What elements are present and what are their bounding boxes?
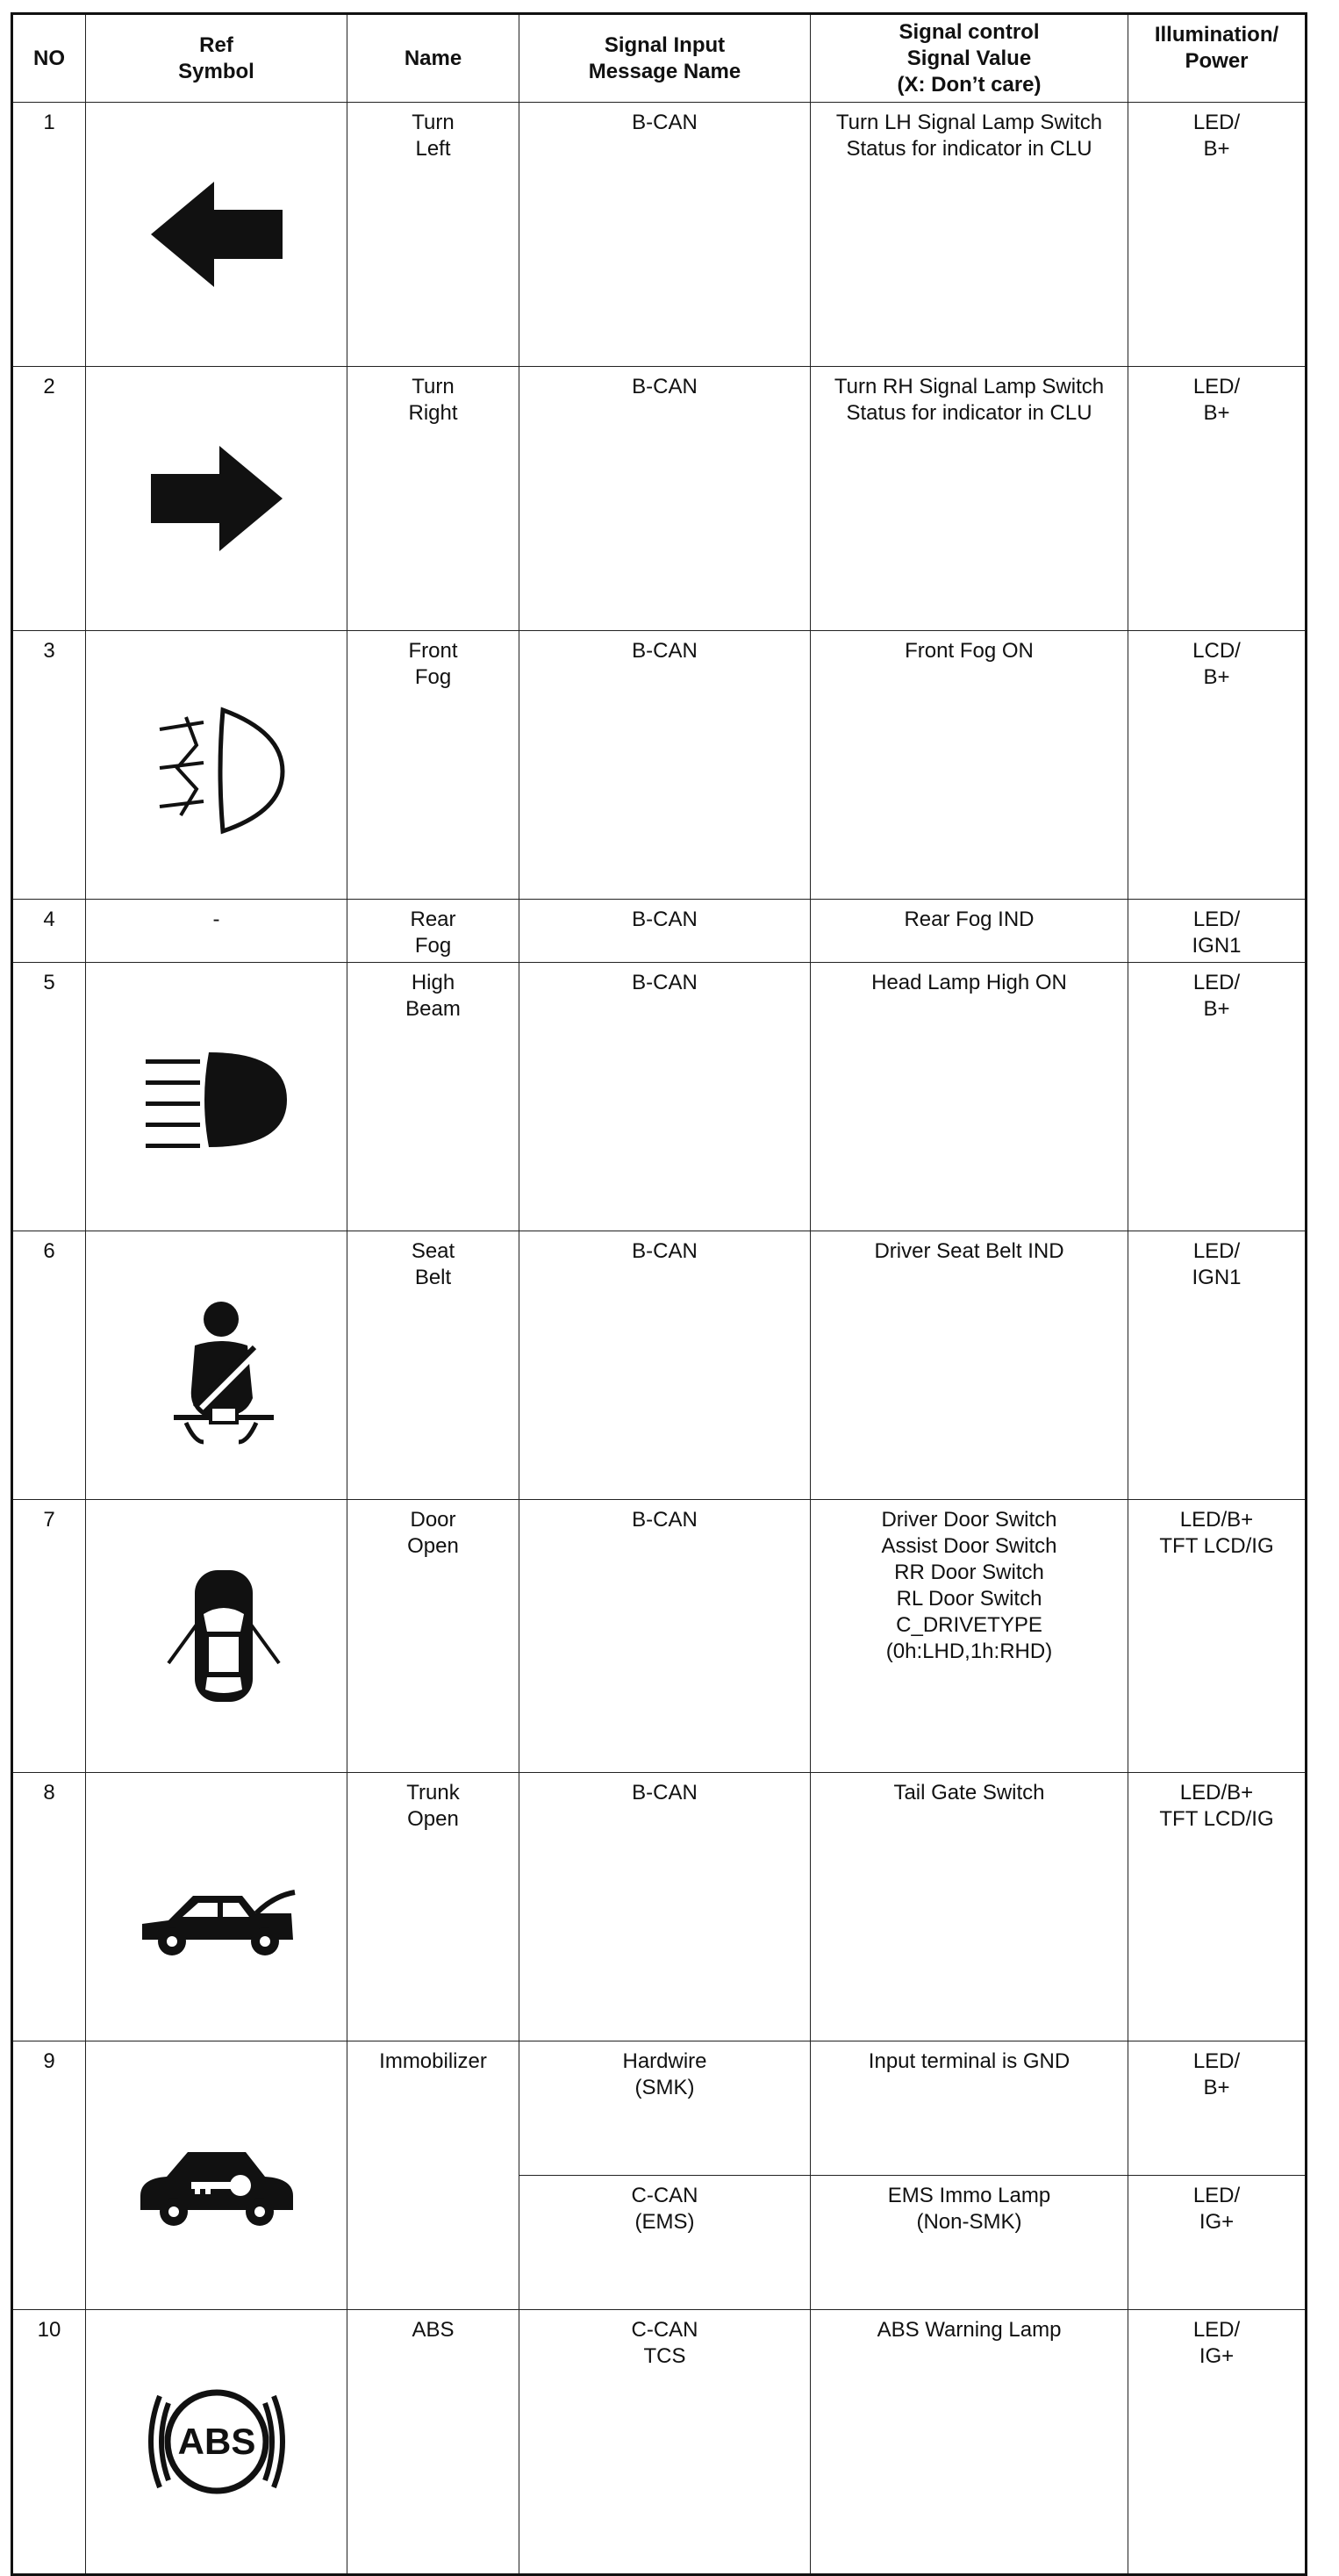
row-name: Rear Fog <box>347 900 519 963</box>
row-signal-input: B-CAN <box>519 900 811 963</box>
front-fog-icon <box>142 684 291 846</box>
ref-symbol-cell <box>86 631 347 900</box>
seat-belt-icon <box>142 1284 291 1446</box>
row-no: 1 <box>12 103 86 367</box>
header-illumination: Illumination/ Power <box>1128 14 1307 103</box>
table-row <box>12 367 1307 631</box>
row-name: Trunk Open <box>347 1773 519 2041</box>
abs-icon-label: ABS <box>177 2421 255 2462</box>
row-signal-control: Input terminal is GND <box>811 2041 1128 2176</box>
row-name: Turn Left <box>347 103 519 367</box>
row-illumination: LED/ IGN1 <box>1128 900 1307 963</box>
arrow-left-icon <box>142 155 291 313</box>
row-no: 7 <box>12 1500 86 1773</box>
row-signal-control: Driver Door Switch Assist Door Switch RR Door Switch RL Door Switch C_DRIVETYPE (0h:LHD,1h:RHD) <box>811 1500 1128 1773</box>
ref-symbol-cell <box>86 2310 347 2575</box>
row-illumination: LED/ IG+ <box>1128 2310 1307 2575</box>
header-ref-symbol: Ref Symbol <box>86 14 347 103</box>
ref-symbol-cell <box>86 1773 347 2041</box>
row-illumination: LED/B+ TFT LCD/IG <box>1128 1773 1307 2041</box>
row-signal-control: Driver Seat Belt IND <box>811 1231 1128 1500</box>
row-signal-input: B-CAN <box>519 103 811 367</box>
table-row <box>12 1500 1307 1773</box>
row-name: ABS <box>347 2310 519 2575</box>
row-signal-input: B-CAN <box>519 367 811 631</box>
row-signal-input: B-CAN <box>519 963 811 1231</box>
row-illumination: LCD/ B+ <box>1128 631 1307 900</box>
row-no: 10 <box>12 2310 86 2575</box>
door-open-icon <box>142 1553 291 1719</box>
row-signal-control: ABS Warning Lamp <box>811 2310 1128 2575</box>
row-name: Door Open <box>347 1500 519 1773</box>
row-illumination: LED/ B+ <box>1128 367 1307 631</box>
arrow-right-icon <box>142 420 291 578</box>
ref-symbol-cell <box>86 963 347 1231</box>
row-signal-control: Front Fog ON <box>811 631 1128 900</box>
ref-symbol-cell <box>86 2041 347 2310</box>
immobilizer-icon <box>133 2094 300 2257</box>
ref-symbol-cell: - <box>86 900 347 963</box>
header-signal-control: Signal control Signal Value (X: Don’t care) <box>811 14 1128 103</box>
ref-symbol-cell <box>86 1500 347 1773</box>
header-signal-input: Signal Input Message Name <box>519 14 811 103</box>
table-row <box>12 2041 1307 2176</box>
row-name: Seat Belt <box>347 1231 519 1500</box>
row-signal-control: Turn RH Signal Lamp Switch Status for indicator in CLU <box>811 367 1128 631</box>
row-name: Front Fog <box>347 631 519 900</box>
row-signal-input: Hardwire (SMK) <box>519 2041 811 2176</box>
header-row <box>12 14 1307 103</box>
row-no: 6 <box>12 1231 86 1500</box>
table-row <box>12 1231 1307 1500</box>
header-no: NO <box>12 14 86 103</box>
ref-symbol-cell <box>86 367 347 631</box>
table-row <box>12 631 1307 900</box>
indicator-table <box>11 12 1307 2576</box>
ref-symbol-cell <box>86 103 347 367</box>
indicator-spec-sheet <box>11 12 1305 2462</box>
row-name: Turn Right <box>347 367 519 631</box>
table-row <box>12 900 1307 963</box>
row-illumination: LED/ IGN1 <box>1128 1231 1307 1500</box>
row-no: 9 <box>12 2041 86 2310</box>
ref-symbol-cell <box>86 1231 347 1500</box>
row-signal-control: EMS Immo Lamp (Non-SMK) <box>811 2176 1128 2310</box>
row-illumination: LED/ B+ <box>1128 103 1307 367</box>
row-no: 4 <box>12 900 86 963</box>
row-no: 5 <box>12 963 86 1231</box>
row-signal-input: B-CAN <box>519 1231 811 1500</box>
high-beam-icon <box>133 1015 300 1178</box>
table-row <box>12 1773 1307 2041</box>
row-signal-control: Tail Gate Switch <box>811 1773 1128 2041</box>
row-illumination: LED/ IG+ <box>1128 2176 1307 2310</box>
row-illumination: LED/ B+ <box>1128 2041 1307 2176</box>
row-signal-input: B-CAN <box>519 1500 811 1773</box>
row-signal-control: Turn LH Signal Lamp Switch Status for indicator in CLU <box>811 103 1128 367</box>
row-signal-input: C-CAN (EMS) <box>519 2176 811 2310</box>
row-no: 2 <box>12 367 86 631</box>
row-no: 8 <box>12 1773 86 2041</box>
row-illumination: LED/B+ TFT LCD/IG <box>1128 1500 1307 1773</box>
row-signal-input: B-CAN <box>519 1773 811 2041</box>
row-signal-control: Rear Fog IND <box>811 900 1128 963</box>
row-no: 3 <box>12 631 86 900</box>
row-signal-control: Head Lamp High ON <box>811 963 1128 1231</box>
row-name: Immobilizer <box>347 2041 519 2310</box>
header-name: Name <box>347 14 519 103</box>
abs-icon <box>133 2363 300 2521</box>
row-signal-input: C-CAN TCS <box>519 2310 811 2575</box>
table-row <box>12 963 1307 1231</box>
table-row <box>12 103 1307 367</box>
row-name: High Beam <box>347 963 519 1231</box>
row-signal-input: B-CAN <box>519 631 811 900</box>
row-illumination: LED/ B+ <box>1128 963 1307 1231</box>
table-row <box>12 2310 1307 2575</box>
trunk-open-icon <box>133 1826 300 1988</box>
